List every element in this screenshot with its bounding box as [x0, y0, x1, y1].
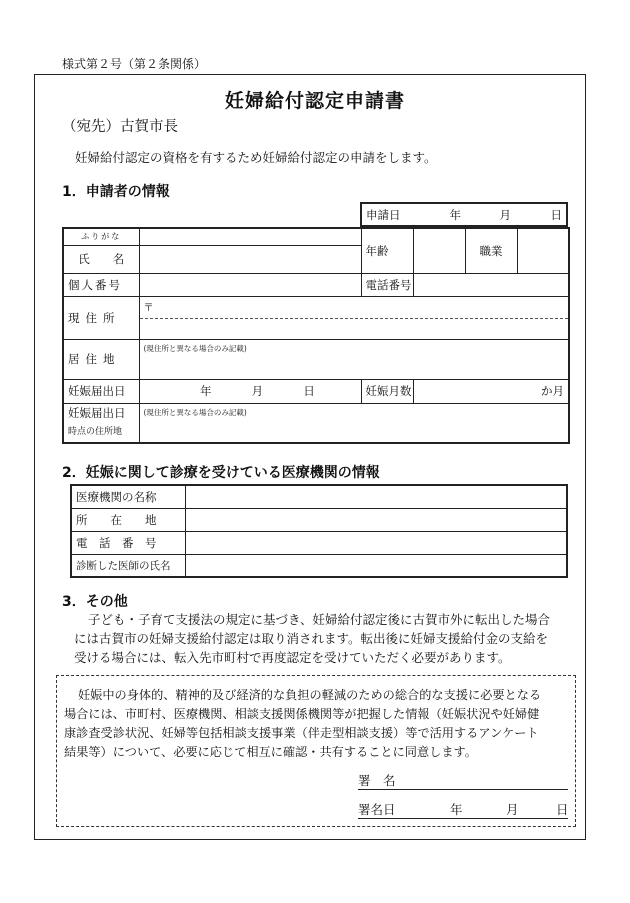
- section3-text: 子ども・子育て支援法の規定に基づき、妊婦給付認定後に古賀市外に転出した場合 には古賀市の妊婦支援給付認定は取り消されます。転出後に妊婦支援給付金の支給を 受ける場合には、転入先市町村で再度認定を受けていただく必要があります。: [74, 612, 551, 665]
- phone-label: 電話番号: [361, 273, 413, 296]
- signature-date-label: 署名日: [358, 802, 396, 817]
- section1-heading: 1．申請者の情報: [62, 184, 170, 200]
- months-unit: か月: [541, 384, 564, 398]
- report-year-label: 年: [200, 384, 212, 398]
- doctor-name-label: 診断した医師の氏名: [71, 554, 185, 577]
- signature-year-label: 年: [450, 802, 463, 817]
- current-address-field[interactable]: [139, 296, 569, 339]
- page-title: 妊婦給付認定申請書: [224, 90, 405, 112]
- pregnancy-months-label: 妊娠月数: [361, 379, 413, 403]
- residence-field[interactable]: [139, 339, 569, 379]
- report-day-label: 日: [303, 384, 315, 398]
- medical-institution-table: [70, 484, 568, 578]
- institution-location-label: 所 在 地: [71, 508, 185, 531]
- institution-name-label: 医療機関の名称: [71, 485, 185, 508]
- date-day-label: 日: [550, 207, 562, 222]
- signature-field[interactable]: [358, 771, 568, 790]
- furigana-field[interactable]: [139, 228, 361, 245]
- occupation-field[interactable]: [517, 228, 569, 273]
- consent-text: 妊娠中の身体的、精神的及び経済的な負担の軽減のための総合的な支援に必要となる 場合には、市町村、医療機関、相談支援関係機関等が把握した情報（妊娠状況や妊婦健 康診査受診状況、妊婦等包括相談支援事業（伴走型相談支援）等で活用するアンケート 結果等）について、必要に応じて相互に確認・共有することに同意します。: [64, 688, 542, 759]
- residence-label: 居住地: [63, 339, 139, 379]
- intro-text: 妊婦給付認定の資格を有するため妊婦給付認定の申請をします。: [75, 150, 437, 165]
- addressee: （宛先）古賀市長: [62, 119, 178, 135]
- form-number-label: 様式第２号（第２条関係）: [62, 57, 207, 71]
- application-date-label: 申請日: [366, 207, 401, 222]
- applicant-info-table: [62, 227, 570, 444]
- age-label: 年齢: [361, 228, 413, 273]
- institution-phone-label: 電 話 番 号: [71, 531, 185, 554]
- name-label: 氏 名: [63, 245, 139, 273]
- institution-location-field[interactable]: [185, 508, 567, 531]
- report-month-label: 月: [251, 384, 264, 398]
- signature-date-field[interactable]: [358, 800, 568, 819]
- section2-heading: 2．妊娠に関して診療を受けている医療機関の情報: [62, 465, 380, 481]
- current-address-label: 現住所: [63, 296, 139, 339]
- report-address-label: 妊娠届出日 時点の住所地: [63, 403, 139, 443]
- postal-mark: 〒: [143, 302, 154, 314]
- furigana-label: ふりがな: [63, 228, 139, 245]
- date-month-label: 月: [499, 207, 511, 222]
- signature-label: 署 名: [358, 773, 396, 788]
- phone-field[interactable]: [413, 273, 569, 296]
- application-date-box: [360, 202, 568, 227]
- doctor-name-field[interactable]: [185, 554, 567, 577]
- signature-month-label: 月: [506, 802, 519, 817]
- pregnancy-months-field[interactable]: [413, 379, 569, 403]
- section3-heading: 3．その他: [62, 594, 128, 610]
- name-field[interactable]: [139, 245, 361, 273]
- signature-day-label: 日: [556, 802, 569, 817]
- date-year-label: 年: [449, 207, 461, 222]
- residence-note: (現住所と異なる場合のみ記載): [143, 343, 247, 353]
- occupation-label: 職業: [465, 228, 517, 273]
- report-address-note: (現住所と異なる場合のみ記載): [143, 407, 247, 417]
- institution-name-field[interactable]: [185, 485, 567, 508]
- institution-phone-field[interactable]: [185, 531, 567, 554]
- id-number-field[interactable]: [139, 273, 361, 296]
- report-address-field[interactable]: [139, 403, 569, 443]
- age-field[interactable]: [413, 228, 465, 273]
- pregnancy-report-date-field[interactable]: [139, 379, 361, 403]
- pregnancy-report-date-label: 妊娠届出日: [63, 379, 139, 403]
- id-number-label: 個人番号: [63, 273, 139, 296]
